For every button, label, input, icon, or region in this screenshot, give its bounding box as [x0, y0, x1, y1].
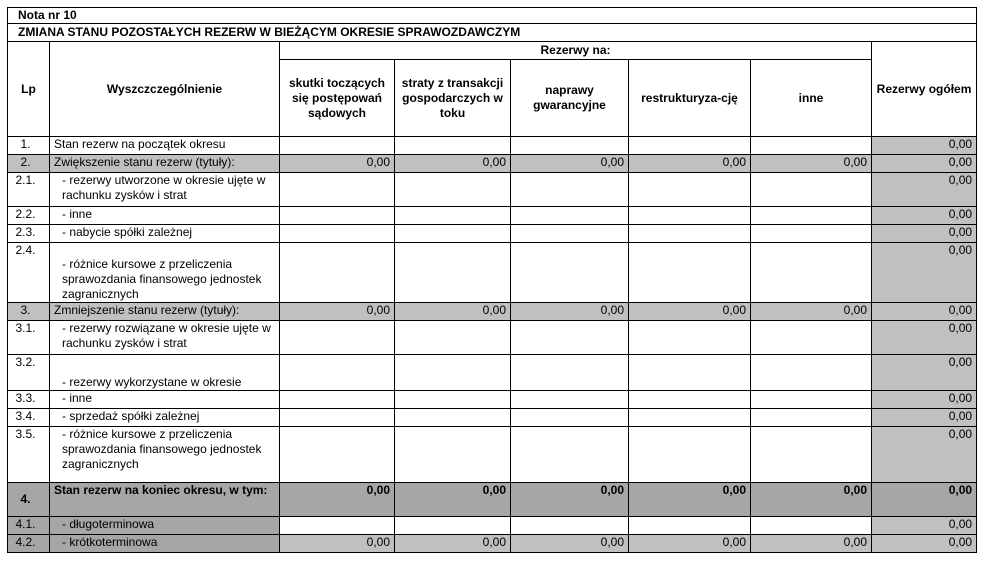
row-value-restructuring: [629, 225, 751, 243]
row-description: Zmniejszenie stanu rezerw (tytuły):: [50, 303, 280, 321]
row-total: 0,00: [872, 427, 977, 483]
table-row: [8, 243, 977, 303]
row-value-lawsuits: [280, 391, 395, 409]
row-description: - rezerwy utworzone w okresie ujęte w rachunku zysków i strat: [50, 173, 280, 207]
table-row: [8, 355, 977, 391]
header-total: Rezerwy ogółem: [872, 42, 977, 137]
row-value-lawsuits: 0,00: [280, 303, 395, 321]
row-value-transaction-losses: [395, 207, 511, 225]
row-value-transaction-losses: [395, 517, 511, 535]
row-lp: 1.: [8, 137, 50, 155]
row-value-lawsuits: 0,00: [280, 155, 395, 173]
table-row: [8, 321, 977, 355]
row-description: - różnice kursowe z przeliczenia sprawozdania finansowego jednostek zagranicznych: [50, 427, 280, 483]
row-value-warranty-repairs: [511, 243, 629, 303]
row-total: 0,00: [872, 225, 977, 243]
header-reserves-group: Rezerwy na:: [280, 42, 872, 60]
row-value-other: [751, 517, 872, 535]
row-value-other: 0,00: [751, 535, 872, 553]
row-description: - rezerwy rozwiązane w okresie ujęte w rachunku zysków i strat: [50, 321, 280, 355]
reserves-table: [7, 7, 977, 553]
row-lp: 3.5.: [8, 427, 50, 483]
note-sheet: [7, 7, 976, 565]
row-total: 0,00: [872, 155, 977, 173]
row-value-warranty-repairs: 0,00: [511, 303, 629, 321]
row-total: 0,00: [872, 483, 977, 517]
header-description: Wyszczczególnienie: [50, 42, 280, 137]
row-value-other: [751, 409, 872, 427]
row-description: - długoterminowa: [50, 517, 280, 535]
row-description: - rezerwy wykorzystane w okresie: [50, 355, 280, 391]
row-value-warranty-repairs: [511, 173, 629, 207]
row-description: - nabycie spółki zależnej: [50, 225, 280, 243]
row-description: - krótkoterminowa: [50, 535, 280, 553]
table-row: [8, 391, 977, 409]
row-value-lawsuits: [280, 225, 395, 243]
row-value-transaction-losses: [395, 355, 511, 391]
row-value-warranty-repairs: [511, 427, 629, 483]
header-row-1: [8, 42, 977, 60]
row-value-other: [751, 355, 872, 391]
row-description: - różnice kursowe z przeliczenia sprawozdania finansowego jednostek zagranicznych: [50, 243, 280, 303]
row-value-restructuring: 0,00: [629, 155, 751, 173]
row-total: 0,00: [872, 535, 977, 553]
row-value-restructuring: 0,00: [629, 483, 751, 517]
row-value-warranty-repairs: [511, 517, 629, 535]
row-value-warranty-repairs: 0,00: [511, 155, 629, 173]
row-total: 0,00: [872, 243, 977, 303]
table-row: [8, 137, 977, 155]
row-value-lawsuits: [280, 173, 395, 207]
note-title-row: [8, 24, 977, 42]
row-value-transaction-losses: [395, 137, 511, 155]
row-total: 0,00: [872, 321, 977, 355]
row-value-restructuring: [629, 427, 751, 483]
row-value-warranty-repairs: 0,00: [511, 483, 629, 517]
row-total: 0,00: [872, 409, 977, 427]
row-value-restructuring: [629, 517, 751, 535]
row-description: - inne: [50, 391, 280, 409]
table-row: [8, 207, 977, 225]
row-value-lawsuits: [280, 409, 395, 427]
row-value-transaction-losses: [395, 391, 511, 409]
row-value-transaction-losses: 0,00: [395, 483, 511, 517]
row-description: Stan rezerw na początek okresu: [50, 137, 280, 155]
row-total: 0,00: [872, 391, 977, 409]
row-value-other: [751, 207, 872, 225]
row-value-lawsuits: [280, 137, 395, 155]
row-value-restructuring: [629, 409, 751, 427]
row-value-transaction-losses: [395, 225, 511, 243]
row-value-lawsuits: [280, 517, 395, 535]
note-label: Nota nr 10: [8, 8, 977, 24]
row-value-other: 0,00: [751, 155, 872, 173]
row-total: 0,00: [872, 303, 977, 321]
row-lp: 2.2.: [8, 207, 50, 225]
row-lp: 3.1.: [8, 321, 50, 355]
row-description: Zwiększenie stanu rezerw (tytuły):: [50, 155, 280, 173]
row-value-restructuring: [629, 355, 751, 391]
row-lp: 2.4.: [8, 243, 50, 303]
row-value-restructuring: [629, 137, 751, 155]
row-value-lawsuits: 0,00: [280, 483, 395, 517]
row-lp: 4.2.: [8, 535, 50, 553]
row-value-lawsuits: [280, 427, 395, 483]
row-description: - sprzedaż spółki zależnej: [50, 409, 280, 427]
row-value-other: 0,00: [751, 303, 872, 321]
row-total: 0,00: [872, 137, 977, 155]
row-value-warranty-repairs: 0,00: [511, 535, 629, 553]
row-lp: 4.1.: [8, 517, 50, 535]
table-row: [8, 409, 977, 427]
row-value-other: [751, 243, 872, 303]
row-total: 0,00: [872, 207, 977, 225]
row-value-other: [751, 391, 872, 409]
row-value-lawsuits: [280, 243, 395, 303]
row-value-transaction-losses: [395, 427, 511, 483]
row-value-restructuring: [629, 243, 751, 303]
row-lp: 3.3.: [8, 391, 50, 409]
row-value-other: [751, 137, 872, 155]
header-col-warranty-repairs: naprawy gwarancyjne: [511, 60, 629, 137]
table-row: [8, 173, 977, 207]
header-lp: Lp: [8, 42, 50, 137]
row-value-restructuring: [629, 391, 751, 409]
row-description: Stan rezerw na koniec okresu, w tym:: [50, 483, 280, 517]
row-lp: 2.: [8, 155, 50, 173]
row-value-restructuring: [629, 173, 751, 207]
row-lp: 2.3.: [8, 225, 50, 243]
row-value-restructuring: 0,00: [629, 303, 751, 321]
table-row: [8, 225, 977, 243]
row-value-other: [751, 225, 872, 243]
table-row: [8, 535, 977, 553]
row-value-lawsuits: [280, 355, 395, 391]
table-row: [8, 483, 977, 517]
row-value-transaction-losses: [395, 321, 511, 355]
row-value-other: [751, 321, 872, 355]
row-value-other: [751, 173, 872, 207]
row-value-warranty-repairs: [511, 409, 629, 427]
row-value-transaction-losses: 0,00: [395, 155, 511, 173]
row-total: 0,00: [872, 517, 977, 535]
row-value-restructuring: [629, 207, 751, 225]
row-description: - inne: [50, 207, 280, 225]
header-col-transaction-losses: straty z transakcji gospodarczych w toku: [395, 60, 511, 137]
row-value-other: [751, 427, 872, 483]
table-row: [8, 155, 977, 173]
header-col-lawsuits: skutki toczących się postępowań sądowych: [280, 60, 395, 137]
row-value-transaction-losses: [395, 243, 511, 303]
row-value-warranty-repairs: [511, 225, 629, 243]
table-row: [8, 517, 977, 535]
table-row: [8, 427, 977, 483]
row-value-warranty-repairs: [511, 355, 629, 391]
row-value-warranty-repairs: [511, 207, 629, 225]
header-col-other: inne: [751, 60, 872, 137]
row-value-warranty-repairs: [511, 391, 629, 409]
note-title: ZMIANA STANU POZOSTAŁYCH REZERW W BIEŻĄCYM OKRESIE SPRAWOZDAWCZYM: [8, 24, 977, 42]
row-lp: 3.4.: [8, 409, 50, 427]
row-value-lawsuits: 0,00: [280, 535, 395, 553]
row-total: 0,00: [872, 355, 977, 391]
row-value-lawsuits: [280, 207, 395, 225]
row-value-other: 0,00: [751, 483, 872, 517]
row-lp: 4.: [8, 483, 50, 517]
note-label-row: [8, 8, 977, 24]
row-lp: 3.2.: [8, 355, 50, 391]
row-value-lawsuits: [280, 321, 395, 355]
row-total: 0,00: [872, 173, 977, 207]
row-value-warranty-repairs: [511, 137, 629, 155]
row-value-transaction-losses: 0,00: [395, 535, 511, 553]
table-row: [8, 303, 977, 321]
row-value-transaction-losses: [395, 173, 511, 207]
row-value-restructuring: 0,00: [629, 535, 751, 553]
row-value-transaction-losses: 0,00: [395, 303, 511, 321]
row-lp: 3.: [8, 303, 50, 321]
header-col-restructuring: restrukturyza-cję: [629, 60, 751, 137]
row-lp: 2.1.: [8, 173, 50, 207]
row-value-warranty-repairs: [511, 321, 629, 355]
row-value-transaction-losses: [395, 409, 511, 427]
row-value-restructuring: [629, 321, 751, 355]
